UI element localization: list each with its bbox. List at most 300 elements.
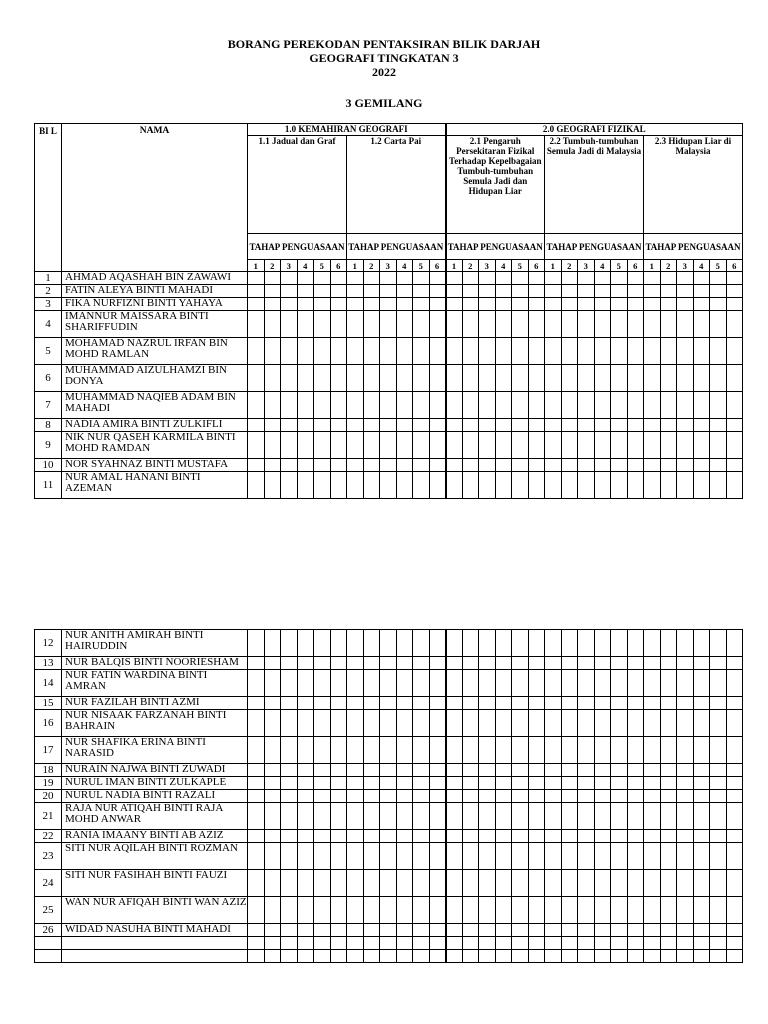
- score-cell[interactable]: [363, 285, 380, 298]
- score-cell[interactable]: [396, 937, 413, 950]
- score-cell[interactable]: [611, 710, 628, 737]
- score-cell[interactable]: [363, 472, 380, 499]
- score-cell[interactable]: [677, 459, 694, 472]
- score-cell[interactable]: [446, 710, 463, 737]
- score-cell[interactable]: [693, 311, 710, 338]
- score-cell[interactable]: [512, 272, 529, 285]
- score-cell[interactable]: [429, 870, 446, 897]
- score-cell[interactable]: [479, 737, 496, 764]
- score-cell[interactable]: [297, 432, 314, 459]
- score-cell[interactable]: [561, 897, 578, 924]
- score-cell[interactable]: [726, 764, 743, 777]
- score-cell[interactable]: [314, 697, 331, 710]
- score-cell[interactable]: [644, 710, 661, 737]
- score-cell[interactable]: [429, 298, 446, 311]
- score-cell[interactable]: [429, 924, 446, 937]
- score-cell[interactable]: [462, 285, 479, 298]
- score-cell[interactable]: [710, 657, 727, 670]
- score-cell[interactable]: [726, 737, 743, 764]
- score-cell[interactable]: [660, 657, 677, 670]
- score-cell[interactable]: [710, 285, 727, 298]
- score-cell[interactable]: [330, 870, 347, 897]
- score-cell[interactable]: [396, 419, 413, 432]
- score-cell[interactable]: [545, 311, 562, 338]
- score-cell[interactable]: [578, 272, 595, 285]
- score-cell[interactable]: [627, 657, 644, 670]
- score-cell[interactable]: [479, 311, 496, 338]
- score-cell[interactable]: [264, 298, 281, 311]
- score-cell[interactable]: [495, 459, 512, 472]
- score-cell[interactable]: [380, 870, 397, 897]
- score-cell[interactable]: [677, 311, 694, 338]
- score-cell[interactable]: [446, 298, 463, 311]
- score-cell[interactable]: [413, 830, 430, 843]
- score-cell[interactable]: [627, 419, 644, 432]
- score-cell[interactable]: [314, 285, 331, 298]
- score-cell[interactable]: [429, 950, 446, 963]
- score-cell[interactable]: [281, 710, 298, 737]
- score-cell[interactable]: [644, 472, 661, 499]
- score-cell[interactable]: [726, 365, 743, 392]
- score-cell[interactable]: [347, 777, 364, 790]
- score-cell[interactable]: [644, 764, 661, 777]
- score-cell[interactable]: [644, 790, 661, 803]
- score-cell[interactable]: [594, 670, 611, 697]
- score-cell[interactable]: [611, 670, 628, 697]
- score-cell[interactable]: [627, 937, 644, 950]
- score-cell[interactable]: [413, 937, 430, 950]
- score-cell[interactable]: [528, 338, 545, 365]
- score-cell[interactable]: [611, 311, 628, 338]
- score-cell[interactable]: [495, 764, 512, 777]
- score-cell[interactable]: [561, 764, 578, 777]
- score-cell[interactable]: [545, 737, 562, 764]
- score-cell[interactable]: [462, 630, 479, 657]
- score-cell[interactable]: [363, 803, 380, 830]
- score-cell[interactable]: [512, 432, 529, 459]
- score-cell[interactable]: [660, 298, 677, 311]
- score-cell[interactable]: [297, 777, 314, 790]
- score-cell[interactable]: [627, 950, 644, 963]
- score-cell[interactable]: [462, 670, 479, 697]
- score-cell[interactable]: [363, 790, 380, 803]
- score-cell[interactable]: [611, 272, 628, 285]
- score-cell[interactable]: [314, 710, 331, 737]
- score-cell[interactable]: [561, 777, 578, 790]
- score-cell[interactable]: [314, 777, 331, 790]
- score-cell[interactable]: [248, 937, 265, 950]
- score-cell[interactable]: [413, 311, 430, 338]
- score-cell[interactable]: [281, 657, 298, 670]
- score-cell[interactable]: [561, 737, 578, 764]
- score-cell[interactable]: [660, 285, 677, 298]
- score-cell[interactable]: [297, 924, 314, 937]
- score-cell[interactable]: [479, 419, 496, 432]
- score-cell[interactable]: [528, 737, 545, 764]
- score-cell[interactable]: [512, 630, 529, 657]
- score-cell[interactable]: [561, 870, 578, 897]
- score-cell[interactable]: [512, 937, 529, 950]
- score-cell[interactable]: [462, 710, 479, 737]
- score-cell[interactable]: [495, 670, 512, 697]
- score-cell[interactable]: [495, 937, 512, 950]
- score-cell[interactable]: [248, 338, 265, 365]
- score-cell[interactable]: [578, 843, 595, 870]
- score-cell[interactable]: [627, 392, 644, 419]
- score-cell[interactable]: [627, 338, 644, 365]
- score-cell[interactable]: [512, 392, 529, 419]
- score-cell[interactable]: [578, 298, 595, 311]
- score-cell[interactable]: [330, 298, 347, 311]
- score-cell[interactable]: [677, 737, 694, 764]
- score-cell[interactable]: [330, 764, 347, 777]
- score-cell[interactable]: [479, 870, 496, 897]
- score-cell[interactable]: [281, 419, 298, 432]
- score-cell[interactable]: [297, 803, 314, 830]
- score-cell[interactable]: [644, 285, 661, 298]
- score-cell[interactable]: [644, 843, 661, 870]
- score-cell[interactable]: [726, 870, 743, 897]
- score-cell[interactable]: [281, 472, 298, 499]
- score-cell[interactable]: [396, 272, 413, 285]
- score-cell[interactable]: [710, 697, 727, 710]
- score-cell[interactable]: [710, 830, 727, 843]
- score-cell[interactable]: [479, 777, 496, 790]
- score-cell[interactable]: [561, 710, 578, 737]
- score-cell[interactable]: [495, 365, 512, 392]
- score-cell[interactable]: [462, 897, 479, 924]
- score-cell[interactable]: [264, 870, 281, 897]
- score-cell[interactable]: [561, 630, 578, 657]
- score-cell[interactable]: [330, 790, 347, 803]
- score-cell[interactable]: [495, 737, 512, 764]
- score-cell[interactable]: [528, 697, 545, 710]
- score-cell[interactable]: [545, 803, 562, 830]
- score-cell[interactable]: [726, 472, 743, 499]
- score-cell[interactable]: [660, 419, 677, 432]
- score-cell[interactable]: [248, 897, 265, 924]
- score-cell[interactable]: [644, 419, 661, 432]
- score-cell[interactable]: [611, 298, 628, 311]
- score-cell[interactable]: [528, 392, 545, 419]
- score-cell[interactable]: [677, 870, 694, 897]
- score-cell[interactable]: [545, 338, 562, 365]
- score-cell[interactable]: [429, 630, 446, 657]
- score-cell[interactable]: [710, 419, 727, 432]
- score-cell[interactable]: [644, 737, 661, 764]
- score-cell[interactable]: [248, 311, 265, 338]
- score-cell[interactable]: [380, 365, 397, 392]
- score-cell[interactable]: [644, 670, 661, 697]
- score-cell[interactable]: [363, 657, 380, 670]
- score-cell[interactable]: [479, 697, 496, 710]
- score-cell[interactable]: [644, 870, 661, 897]
- score-cell[interactable]: [264, 897, 281, 924]
- score-cell[interactable]: [462, 432, 479, 459]
- score-cell[interactable]: [396, 870, 413, 897]
- score-cell[interactable]: [495, 870, 512, 897]
- score-cell[interactable]: [594, 419, 611, 432]
- score-cell[interactable]: [264, 472, 281, 499]
- score-cell[interactable]: [545, 764, 562, 777]
- score-cell[interactable]: [479, 950, 496, 963]
- score-cell[interactable]: [627, 843, 644, 870]
- score-cell[interactable]: [462, 419, 479, 432]
- score-cell[interactable]: [726, 459, 743, 472]
- score-cell[interactable]: [528, 950, 545, 963]
- score-cell[interactable]: [347, 870, 364, 897]
- score-cell[interactable]: [495, 790, 512, 803]
- score-cell[interactable]: [660, 924, 677, 937]
- score-cell[interactable]: [314, 338, 331, 365]
- score-cell[interactable]: [281, 697, 298, 710]
- score-cell[interactable]: [644, 937, 661, 950]
- score-cell[interactable]: [347, 897, 364, 924]
- score-cell[interactable]: [413, 870, 430, 897]
- score-cell[interactable]: [462, 338, 479, 365]
- score-cell[interactable]: [677, 285, 694, 298]
- score-cell[interactable]: [396, 843, 413, 870]
- score-cell[interactable]: [512, 924, 529, 937]
- score-cell[interactable]: [512, 459, 529, 472]
- score-cell[interactable]: [545, 843, 562, 870]
- score-cell[interactable]: [561, 924, 578, 937]
- score-cell[interactable]: [429, 830, 446, 843]
- score-cell[interactable]: [644, 338, 661, 365]
- score-cell[interactable]: [347, 737, 364, 764]
- score-cell[interactable]: [380, 790, 397, 803]
- score-cell[interactable]: [363, 459, 380, 472]
- score-cell[interactable]: [578, 950, 595, 963]
- score-cell[interactable]: [413, 924, 430, 937]
- score-cell[interactable]: [561, 365, 578, 392]
- score-cell[interactable]: [462, 950, 479, 963]
- score-cell[interactable]: [281, 870, 298, 897]
- score-cell[interactable]: [446, 365, 463, 392]
- score-cell[interactable]: [627, 365, 644, 392]
- score-cell[interactable]: [429, 285, 446, 298]
- score-cell[interactable]: [479, 298, 496, 311]
- score-cell[interactable]: [297, 830, 314, 843]
- score-cell[interactable]: [710, 843, 727, 870]
- score-cell[interactable]: [693, 298, 710, 311]
- score-cell[interactable]: [462, 803, 479, 830]
- score-cell[interactable]: [660, 870, 677, 897]
- score-cell[interactable]: [248, 870, 265, 897]
- score-cell[interactable]: [264, 697, 281, 710]
- score-cell[interactable]: [446, 432, 463, 459]
- score-cell[interactable]: [660, 897, 677, 924]
- score-cell[interactable]: [512, 657, 529, 670]
- score-cell[interactable]: [561, 419, 578, 432]
- score-cell[interactable]: [578, 777, 595, 790]
- score-cell[interactable]: [429, 392, 446, 419]
- score-cell[interactable]: [528, 790, 545, 803]
- score-cell[interactable]: [396, 790, 413, 803]
- score-cell[interactable]: [347, 843, 364, 870]
- score-cell[interactable]: [446, 803, 463, 830]
- score-cell[interactable]: [611, 419, 628, 432]
- score-cell[interactable]: [479, 285, 496, 298]
- score-cell[interactable]: [627, 630, 644, 657]
- score-cell[interactable]: [528, 365, 545, 392]
- score-cell[interactable]: [545, 710, 562, 737]
- score-cell[interactable]: [413, 472, 430, 499]
- score-cell[interactable]: [264, 419, 281, 432]
- score-cell[interactable]: [396, 950, 413, 963]
- score-cell[interactable]: [396, 365, 413, 392]
- score-cell[interactable]: [330, 843, 347, 870]
- score-cell[interactable]: [314, 459, 331, 472]
- score-cell[interactable]: [528, 897, 545, 924]
- score-cell[interactable]: [479, 764, 496, 777]
- score-cell[interactable]: [726, 272, 743, 285]
- score-cell[interactable]: [611, 365, 628, 392]
- score-cell[interactable]: [495, 897, 512, 924]
- score-cell[interactable]: [479, 472, 496, 499]
- score-cell[interactable]: [594, 790, 611, 803]
- score-cell[interactable]: [611, 950, 628, 963]
- score-cell[interactable]: [677, 710, 694, 737]
- score-cell[interactable]: [578, 657, 595, 670]
- score-cell[interactable]: [264, 710, 281, 737]
- score-cell[interactable]: [264, 285, 281, 298]
- score-cell[interactable]: [248, 924, 265, 937]
- score-cell[interactable]: [264, 737, 281, 764]
- score-cell[interactable]: [495, 298, 512, 311]
- score-cell[interactable]: [347, 285, 364, 298]
- score-cell[interactable]: [627, 472, 644, 499]
- score-cell[interactable]: [330, 392, 347, 419]
- score-cell[interactable]: [693, 950, 710, 963]
- score-cell[interactable]: [693, 392, 710, 419]
- score-cell[interactable]: [660, 365, 677, 392]
- score-cell[interactable]: [677, 697, 694, 710]
- score-cell[interactable]: [693, 697, 710, 710]
- score-cell[interactable]: [330, 897, 347, 924]
- score-cell[interactable]: [446, 459, 463, 472]
- score-cell[interactable]: [347, 657, 364, 670]
- score-cell[interactable]: [281, 737, 298, 764]
- score-cell[interactable]: [561, 298, 578, 311]
- score-cell[interactable]: [248, 710, 265, 737]
- score-cell[interactable]: [710, 272, 727, 285]
- score-cell[interactable]: [396, 338, 413, 365]
- score-cell[interactable]: [248, 670, 265, 697]
- score-cell[interactable]: [594, 392, 611, 419]
- score-cell[interactable]: [561, 432, 578, 459]
- score-cell[interactable]: [710, 392, 727, 419]
- score-cell[interactable]: [528, 937, 545, 950]
- score-cell[interactable]: [347, 432, 364, 459]
- score-cell[interactable]: [314, 472, 331, 499]
- score-cell[interactable]: [363, 737, 380, 764]
- score-cell[interactable]: [380, 272, 397, 285]
- score-cell[interactable]: [429, 843, 446, 870]
- score-cell[interactable]: [578, 365, 595, 392]
- score-cell[interactable]: [528, 419, 545, 432]
- score-cell[interactable]: [297, 272, 314, 285]
- score-cell[interactable]: [264, 338, 281, 365]
- score-cell[interactable]: [380, 311, 397, 338]
- score-cell[interactable]: [611, 697, 628, 710]
- score-cell[interactable]: [330, 338, 347, 365]
- score-cell[interactable]: [462, 790, 479, 803]
- score-cell[interactable]: [396, 697, 413, 710]
- score-cell[interactable]: [561, 950, 578, 963]
- score-cell[interactable]: [264, 843, 281, 870]
- score-cell[interactable]: [264, 803, 281, 830]
- score-cell[interactable]: [248, 392, 265, 419]
- score-cell[interactable]: [363, 830, 380, 843]
- score-cell[interactable]: [479, 630, 496, 657]
- score-cell[interactable]: [314, 657, 331, 670]
- score-cell[interactable]: [396, 924, 413, 937]
- score-cell[interactable]: [248, 630, 265, 657]
- score-cell[interactable]: [512, 298, 529, 311]
- score-cell[interactable]: [297, 670, 314, 697]
- score-cell[interactable]: [644, 365, 661, 392]
- score-cell[interactable]: [314, 272, 331, 285]
- score-cell[interactable]: [380, 777, 397, 790]
- score-cell[interactable]: [627, 830, 644, 843]
- score-cell[interactable]: [347, 298, 364, 311]
- score-cell[interactable]: [281, 803, 298, 830]
- score-cell[interactable]: [677, 472, 694, 499]
- score-cell[interactable]: [330, 803, 347, 830]
- score-cell[interactable]: [446, 657, 463, 670]
- score-cell[interactable]: [248, 285, 265, 298]
- score-cell[interactable]: [446, 338, 463, 365]
- score-cell[interactable]: [528, 777, 545, 790]
- score-cell[interactable]: [314, 870, 331, 897]
- score-cell[interactable]: [281, 670, 298, 697]
- score-cell[interactable]: [446, 790, 463, 803]
- score-cell[interactable]: [627, 697, 644, 710]
- score-cell[interactable]: [446, 670, 463, 697]
- score-cell[interactable]: [495, 472, 512, 499]
- score-cell[interactable]: [677, 790, 694, 803]
- score-cell[interactable]: [693, 897, 710, 924]
- score-cell[interactable]: [429, 432, 446, 459]
- score-cell[interactable]: [545, 630, 562, 657]
- score-cell[interactable]: [594, 764, 611, 777]
- score-cell[interactable]: [644, 392, 661, 419]
- score-cell[interactable]: [380, 803, 397, 830]
- score-cell[interactable]: [710, 432, 727, 459]
- score-cell[interactable]: [347, 803, 364, 830]
- score-cell[interactable]: [660, 272, 677, 285]
- score-cell[interactable]: [363, 710, 380, 737]
- score-cell[interactable]: [644, 298, 661, 311]
- score-cell[interactable]: [627, 924, 644, 937]
- score-cell[interactable]: [429, 472, 446, 499]
- score-cell[interactable]: [644, 657, 661, 670]
- score-cell[interactable]: [693, 790, 710, 803]
- score-cell[interactable]: [495, 950, 512, 963]
- score-cell[interactable]: [545, 924, 562, 937]
- score-cell[interactable]: [693, 764, 710, 777]
- score-cell[interactable]: [644, 432, 661, 459]
- score-cell[interactable]: [693, 272, 710, 285]
- score-cell[interactable]: [578, 432, 595, 459]
- score-cell[interactable]: [578, 697, 595, 710]
- score-cell[interactable]: [297, 630, 314, 657]
- score-cell[interactable]: [677, 392, 694, 419]
- score-cell[interactable]: [561, 285, 578, 298]
- score-cell[interactable]: [611, 459, 628, 472]
- score-cell[interactable]: [578, 311, 595, 338]
